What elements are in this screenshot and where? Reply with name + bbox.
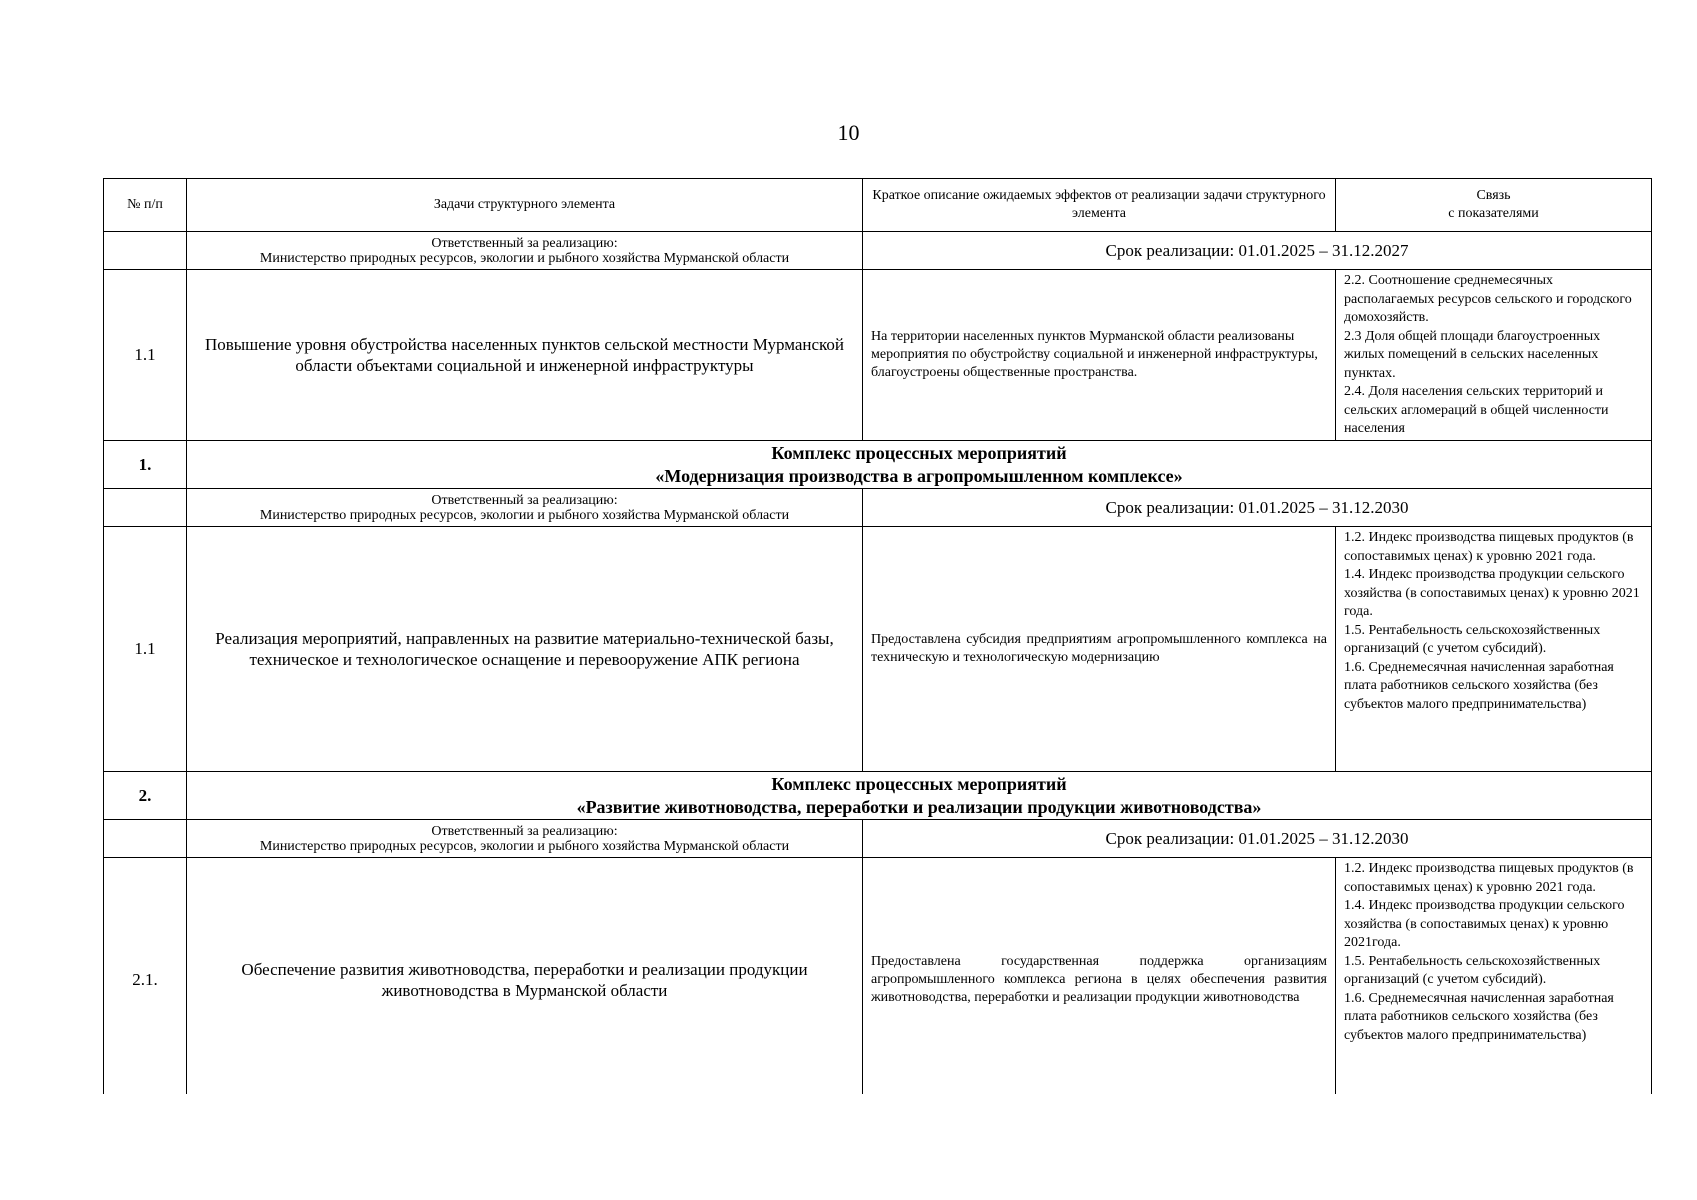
task-row <box>104 527 1652 772</box>
complex-row <box>104 441 1652 489</box>
indicator-item: 1.6. Среднемесячная начисленная заработная плата работников сельского хозяйства (без субъектов малого предпринимательства) <box>1344 659 1614 712</box>
responsible-cell <box>187 820 863 858</box>
indicator-item: 1.6. Среднемесячная начисленная заработная плата работников сельского хозяйства (без субъектов малого предпринимательства) <box>1344 990 1614 1043</box>
complex-title-line2: «Модернизация производства в агропромышленном комплексе» <box>655 465 1183 486</box>
task-effect: На территории населенных пунктов Мурманской области реализованы мероприятия по обустройству социальной и инженерной инфраструктуры, благоустроены общественные пространства. <box>863 270 1336 441</box>
header-indicators-line2: с показателями <box>1448 206 1539 221</box>
indicator-item: 2.4. Доля населения сельских территорий и сельских агломераций в общей численности населения <box>1344 384 1609 436</box>
task-num: 1.1 <box>104 527 187 772</box>
complex-title <box>187 441 1652 489</box>
task-text: Обеспечение развития животноводства, переработки и реализации продукции животноводства в Мурманской области <box>187 858 863 1103</box>
indicator-item: 2.3 Доля общей площади благоустроенных жилых помещений в сельских населенных пунктах. <box>1344 328 1601 381</box>
task-text: Реализация мероприятий, направленных на развитие материально-технической базы, техническое и технологическое оснащение и перевооружение АПК региона <box>187 527 863 772</box>
complex-num: 1. <box>104 441 187 489</box>
complex-title-line1: Комплекс процессных мероприятий <box>771 773 1067 794</box>
responsible-org: Министерство природных ресурсов, экологии и рыбного хозяйства Мурманской области <box>259 507 790 523</box>
task-text: Повышение уровня обустройства населенных пунктов сельской местности Мурманской области объектами социальной и инженерной инфраструктуры <box>187 270 863 441</box>
header-effect: Краткое описание ожидаемых эффектов от реализации задачи структурного элемента <box>863 179 1336 232</box>
indicator-item: 2.2. Соотношение среднемесячных располагаемых ресурсов сельского и городского домохозяйств. <box>1344 273 1632 325</box>
task-effect: Предоставлена субсидия предприятиям агропромышленного комплекса на техническую и технологическую модернизацию <box>863 527 1336 772</box>
responsible-row <box>104 489 1652 527</box>
indicator-item: 1.2. Индекс производства пищевых продуктов (в сопоставимых ценах) к уровню 2021 года. <box>1344 861 1634 895</box>
responsible-label: Ответственный за реализацию: <box>431 492 618 508</box>
complex-num: 2. <box>104 772 187 820</box>
term-cell: Срок реализации: 01.01.2025 – 31.12.2030 <box>863 489 1652 527</box>
table-header-row <box>104 179 1652 232</box>
task-row <box>104 270 1652 441</box>
task-indicators <box>1336 858 1652 1103</box>
responsible-label: Ответственный за реализацию: <box>431 235 618 251</box>
empty-cell <box>104 489 187 527</box>
indicator-item: 1.4. Индекс производства продукции сельского хозяйства (в сопоставимых ценах) к уровню 2021 года. <box>1344 567 1640 619</box>
complex-title-line1: Комплекс процессных мероприятий <box>771 442 1067 463</box>
indicator-item: 1.4. Индекс производства продукции сельского хозяйства (в сопоставимых ценах) к уровню 2021года. <box>1344 898 1625 950</box>
header-task: Задачи структурного элемента <box>187 179 863 232</box>
responsible-org: Министерство природных ресурсов, экологии и рыбного хозяйства Мурманской области <box>259 250 790 266</box>
task-effect: Предоставлена государственная поддержка организациям агропромышленного комплекса региона в целях обеспечения развития животноводства, переработки и реализации продукции животноводства <box>863 858 1336 1103</box>
empty-cell <box>104 820 187 858</box>
complex-row <box>104 772 1652 820</box>
header-indicators-line1: Связь <box>1476 188 1511 203</box>
task-indicators <box>1336 270 1652 441</box>
header-num: № п/п <box>104 179 187 232</box>
responsible-row <box>104 820 1652 858</box>
indicator-item: 1.5. Рентабельность сельскохозяйственных организаций (с учетом субсидий). <box>1344 622 1601 656</box>
responsible-row <box>104 232 1652 270</box>
task-num: 2.1. <box>104 858 187 1103</box>
responsible-cell <box>187 232 863 270</box>
indicator-item: 1.2. Индекс производства пищевых продуктов (в сопоставимых ценах) к уровню 2021 года. <box>1344 530 1634 564</box>
program-table <box>103 178 1652 1103</box>
term-cell: Срок реализации: 01.01.2025 – 31.12.2027 <box>863 232 1652 270</box>
complex-title-line2: «Развитие животноводства, переработки и реализации продукции животноводства» <box>576 796 1262 817</box>
responsible-org: Министерство природных ресурсов, экологии и рыбного хозяйства Мурманской области <box>259 838 790 854</box>
page-number: 10 <box>837 120 860 145</box>
task-num: 1.1 <box>104 270 187 441</box>
page-bottom-margin <box>0 1094 1697 1200</box>
complex-title <box>187 772 1652 820</box>
task-indicators <box>1336 527 1652 772</box>
header-indicators <box>1336 179 1652 232</box>
task-row <box>104 858 1652 1103</box>
responsible-label: Ответственный за реализацию: <box>431 823 618 839</box>
indicator-item: 1.5. Рентабельность сельскохозяйственных организаций (с учетом субсидий). <box>1344 953 1601 987</box>
empty-cell <box>104 232 187 270</box>
responsible-cell <box>187 489 863 527</box>
term-cell: Срок реализации: 01.01.2025 – 31.12.2030 <box>863 820 1652 858</box>
